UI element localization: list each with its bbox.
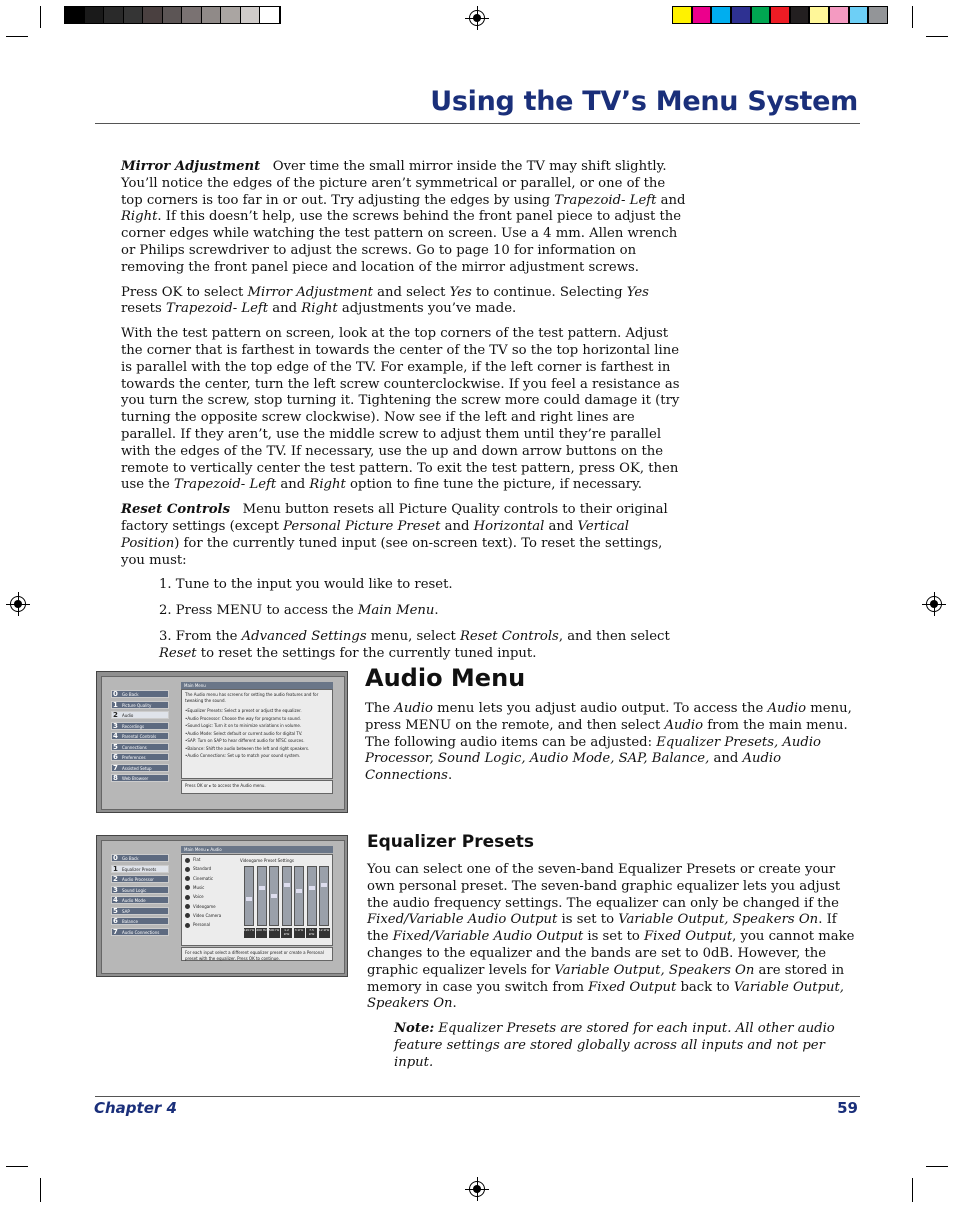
- menu-item-number: 6: [113, 917, 118, 925]
- eq-band-label: 200 Hz: [256, 928, 267, 938]
- menu-item[interactable]: [111, 917, 169, 925]
- eq-band-slider[interactable]: [319, 866, 329, 926]
- menu-item-label: Audio: [122, 713, 134, 718]
- menu-item-label: Recordings: [122, 723, 145, 729]
- eq-band-slider[interactable]: [307, 866, 317, 926]
- eq-band-slider[interactable]: [257, 866, 267, 926]
- eq-band-label: 120 Hz: [244, 928, 255, 938]
- preset-radio[interactable]: [185, 904, 216, 910]
- preset-radio[interactable]: [185, 866, 211, 872]
- menu-item[interactable]: [111, 875, 169, 883]
- menu-item[interactable]: [111, 690, 169, 698]
- shot1-line: •Audio Connections: Set up to match your sound system.: [185, 753, 301, 758]
- eq-band-knob[interactable]: [309, 886, 315, 890]
- shot1-line: •Audio Mode: Select default or current audio for digital TV.: [185, 730, 303, 736]
- reset-step-3: 3. From the Advanced Settings menu, select Reset Controls, and then select Reset to reset the settings for the currently tuned input.: [159, 628, 670, 661]
- eq-band-label: 1.2 kHz: [281, 928, 292, 938]
- color-bar: [672, 6, 888, 24]
- eq-band-label: 7.5 kHz: [306, 928, 317, 938]
- gray-swatch: [65, 7, 85, 23]
- menu-item[interactable]: [111, 701, 169, 709]
- shot2-footer-panel: For each input select a different equalizer preset or create a Personal preset with the equalizer. Press OK to continue.: [181, 947, 333, 961]
- eq-band-knob[interactable]: [296, 889, 302, 893]
- menu-item-label: Preferences: [122, 755, 146, 760]
- menu-item-label: Go Back: [122, 856, 139, 861]
- gray-swatch: [163, 7, 183, 23]
- mirror-lead: Mirror Adjustment: [121, 159, 261, 174]
- reset-paragraph: Reset Controls Menu button resets all Picture Quality controls to their original factory settings (except Personal Picture Preset and Horizontal and Vertical Position) for the currently tuned input (see on-screen text). To reset the settings, you must:: [121, 502, 668, 568]
- menu-item-number: 0: [113, 854, 118, 862]
- menu-item-label: Parental Controls: [122, 734, 157, 739]
- crop-mark: [6, 1166, 28, 1167]
- menu-item[interactable]: [111, 753, 169, 761]
- color-swatch: [809, 6, 829, 24]
- menu-item[interactable]: [111, 854, 169, 862]
- radio-icon: [185, 867, 190, 872]
- mirror-section: [121, 159, 689, 672]
- gray-swatch: [202, 7, 222, 23]
- menu-item-number: 6: [113, 753, 118, 761]
- menu-item-number: 7: [113, 763, 118, 772]
- preset-label: Cinematic: [193, 875, 214, 881]
- color-swatch: [692, 6, 712, 24]
- menu-item-label: SAP: [122, 908, 130, 914]
- menu-item-number: 8: [113, 774, 118, 782]
- shot2-eq-title: Videogame Preset Settings: [240, 858, 294, 863]
- shot1-lines: [185, 708, 329, 759]
- menu-item[interactable]: [111, 928, 169, 936]
- menu-item-label: Balance: [122, 919, 138, 924]
- menu-item-label: Connections: [122, 744, 147, 750]
- menu-item-number: 4: [113, 896, 118, 904]
- eq-band-label: 500 Hz: [269, 928, 280, 938]
- menu-item-label: Web Browser: [122, 776, 149, 781]
- eq-band-knob[interactable]: [271, 894, 277, 898]
- shot1-intro: The Audio menu has screens for setting the audio features and for tweaking the sound.: [185, 692, 319, 703]
- gray-swatch: [182, 7, 202, 23]
- preset-radio[interactable]: [185, 913, 221, 919]
- menu-item-number: 7: [113, 927, 118, 936]
- crop-mark: [926, 1166, 948, 1167]
- page-number: 59: [837, 1099, 858, 1117]
- reset-lead: Reset Controls: [121, 502, 230, 518]
- registration-mark: [469, 10, 485, 26]
- note: Note: Equalizer Presets are stored for each input. All other audio feature settings are stored globally across all inputs and not per input.: [394, 1021, 835, 1070]
- shot2-equalizer: [240, 866, 332, 944]
- eq-band-knob[interactable]: [246, 897, 252, 901]
- shot1-line: •Balance: Shift the audio between the left and right speakers.: [185, 745, 310, 751]
- chapter-label: Chapter 4: [94, 1099, 177, 1117]
- audio-menu-heading: Audio Menu: [365, 664, 526, 692]
- radio-icon: [185, 895, 190, 900]
- preset-label: Flat: [193, 857, 201, 862]
- preset-radio[interactable]: [185, 922, 210, 928]
- menu-item[interactable]: [111, 743, 169, 751]
- shot1-breadcrumb: Main Menu: [181, 682, 333, 689]
- mirror-paragraph: Mirror Adjustment Over time the small mirror inside the TV may shift slightly. You’ll notice the edges of the picture aren’t symmetrical or parallel, or one of the top corners is too far in or out. Try adjusting the edges by using Trapezoid- Left and Right. If this doesn’t help, use the screws behind the front panel piece to adjust the corner edges while watching the test pattern on screen. Use a 4 mm. Allen wrench or Philips screwdriver to adjust the screws. Go to page 10 for information on removing the front panel piece and location of the mirror adjustment screws.: [121, 159, 686, 275]
- equalizer-screenshot: [96, 835, 348, 977]
- menu-item-label: Audio Connections: [122, 929, 160, 935]
- menu-item[interactable]: [111, 711, 169, 719]
- header-rule: [95, 123, 860, 124]
- menu-item[interactable]: [111, 865, 169, 873]
- page-title: Using the TV’s Menu System: [430, 86, 858, 117]
- crop-mark: [6, 36, 28, 37]
- reset-steps: [121, 577, 689, 662]
- eq-band-slider[interactable]: [294, 866, 304, 926]
- equalizer-presets-heading: Equalizer Presets: [367, 832, 535, 852]
- menu-item[interactable]: [111, 896, 169, 904]
- crop-mark: [40, 1178, 41, 1202]
- preset-label: Music: [193, 884, 205, 890]
- eq-band-slider[interactable]: [244, 866, 254, 926]
- preset-label: Voice: [193, 894, 204, 900]
- eq-band-slider[interactable]: [269, 866, 279, 926]
- menu-item-number: 5: [113, 906, 118, 915]
- menu-item-number: 2: [113, 711, 118, 719]
- radio-icon: [185, 885, 190, 890]
- footer-rule: [95, 1096, 860, 1097]
- eq-band-knob[interactable]: [259, 886, 265, 890]
- gray-swatch: [124, 7, 144, 23]
- menu-item-number: 3: [113, 721, 118, 730]
- radio-icon: [185, 923, 190, 928]
- color-swatch: [829, 6, 849, 24]
- menu-item[interactable]: [111, 764, 169, 772]
- shot2-breadcrumb: Main Menu ▸ Audio: [181, 846, 333, 853]
- eq-band-knob[interactable]: [284, 883, 290, 887]
- crop-mark: [40, 6, 41, 28]
- shot2-preset-panel: [181, 854, 333, 946]
- menu-item-number: 5: [113, 742, 118, 751]
- color-swatch: [849, 6, 869, 24]
- preset-label: Personal: [193, 922, 211, 928]
- menu-item-number: 0: [113, 690, 118, 698]
- preset-radio[interactable]: [185, 894, 204, 900]
- menu-item[interactable]: [111, 722, 169, 730]
- shot2-preset-list: [182, 857, 237, 945]
- color-swatch: [770, 6, 790, 24]
- registration-mark: [10, 596, 26, 612]
- crop-mark: [912, 6, 913, 28]
- eq-band-slider[interactable]: [282, 866, 292, 926]
- menu-item-number: 4: [113, 732, 118, 740]
- menu-item[interactable]: [111, 907, 169, 915]
- color-swatch: [731, 6, 751, 24]
- color-swatch: [711, 6, 731, 24]
- menu-item-label: Go Back: [122, 692, 139, 697]
- menu-item-label: Sound Logic: [122, 887, 147, 893]
- mirror-select-paragraph: Press OK to select Mirror Adjustment and select Yes to continue. Selecting Yes resets Trapezoid- Left and Right adjustments you’ve made.: [121, 284, 649, 317]
- preset-label: Standard: [193, 866, 212, 872]
- color-swatch: [672, 6, 692, 24]
- gray-swatch: [260, 7, 280, 23]
- audio-paragraph: The Audio menu lets you adjust audio output. To access the Audio menu, press MENU on the remote, and then select Audio from the main menu. The following audio items can be adjusted: Equalizer Presets, Audio Processor, Sound Logic, Audio Mode, SAP, Balance, and Audio Connections.: [365, 701, 852, 784]
- reset-step-2: 2. Press MENU to access the Main Menu.: [159, 603, 439, 619]
- menu-item-label: Assisted Setup: [122, 765, 152, 771]
- radio-icon: [185, 858, 190, 863]
- menu-item[interactable]: [111, 774, 169, 782]
- shot1-line: •SAP: Turn on SAP to hear different audio for NTSC sources.: [185, 738, 305, 743]
- menu-item-number: 2: [113, 875, 118, 883]
- menu-item-label: Equalizer Presets: [122, 866, 157, 872]
- shot1-footer-panel: Press OK or ▸ to access the Audio menu.: [181, 780, 333, 794]
- menu-item-number: 1: [113, 864, 118, 873]
- gray-swatch: [104, 7, 124, 23]
- gray-swatch: [143, 7, 163, 23]
- menu-item-label: Audio Mode: [122, 898, 146, 903]
- shot1-description-panel: [181, 689, 333, 779]
- preset-label: Video Camera: [193, 912, 222, 918]
- menu-item[interactable]: [111, 886, 169, 894]
- registration-mark: [926, 596, 942, 612]
- preset-radio[interactable]: [185, 876, 213, 882]
- menu-item-number: 3: [113, 885, 118, 894]
- shot1-line: •Audio Processor: Choose the way for programs to sound.: [185, 715, 301, 721]
- color-swatch: [790, 6, 810, 24]
- gray-swatch: [241, 7, 261, 23]
- preset-radio[interactable]: [185, 857, 200, 863]
- eq-band-knob[interactable]: [321, 883, 327, 887]
- eq-band-label: 12 kHz: [319, 928, 330, 938]
- shot1-line: •Equalizer Presets: Select a preset or adjust the equalizer.: [185, 708, 302, 713]
- equalizer-paragraph: You can select one of the seven-band Equalizer Presets or create your own personal preset. The seven-band graphic equalizer lets you adjust the audio frequency settings. The equalizer can only be changed if the Fixed/Variable Audio Output is set to Variable Output, Speakers On. If the Fixed/Variable Audio Output is set to Fixed Output, you cannot make changes to the equalizer and the bands are set to 0dB. However, the graphic equalizer levels for Variable Output, Speakers On are stored in memory in case you switch from Fixed Output back to Variable Output, Speakers On. Note: Equalizer Presets are stored for each input. All other audio feature settings are stored globally across all inputs and not per input.: [367, 862, 861, 1080]
- reset-step-1: 1. Tune to the input you would like to reset.: [159, 577, 453, 593]
- radio-icon: [185, 876, 190, 881]
- menu-item-number: 1: [113, 700, 118, 709]
- mirror-pattern-paragraph: With the test pattern on screen, look at the top corners of the test pattern. Adjust the corner that is farthest in towards the center of the TV so the top horizontal line is parallel with the top edge of the TV. For example, if the left corner is farthest in towards the center, turn the left screw counterclockwise. If you feel a resistance as you turn the screw, stop turning it. Tightening the screw more could damage it (try turning the opposite screw clockwise). Now see if the left and right lines are parallel. If they aren’t, use the middle screw to adjust them until they’re parallel with the edges of the TV. If necessary, use the up and down arrow buttons on the remote to vertically center the test pattern. To exit the test pattern, press OK, then use the Trapezoid- Left and Right option to fine tune the picture, if necessary.: [121, 326, 680, 493]
- shot1-line: •Sound Logic: Turn it on to minimize variations in volume.: [185, 723, 302, 728]
- gray-swatch: [221, 7, 241, 23]
- gray-swatch: [85, 7, 105, 23]
- crop-mark: [926, 36, 948, 37]
- radio-icon: [185, 913, 190, 918]
- menu-item-label: Picture Quality: [122, 702, 152, 708]
- color-swatch: [751, 6, 771, 24]
- radio-icon: [185, 904, 190, 909]
- menu-item[interactable]: [111, 732, 169, 740]
- audio-menu-screenshot: [96, 671, 348, 813]
- registration-mark: [469, 1181, 485, 1197]
- color-swatch: [868, 6, 888, 24]
- menu-item-label: Audio Processor: [122, 877, 154, 882]
- grayscale-bar: [64, 6, 281, 24]
- crop-mark: [912, 1178, 913, 1202]
- eq-band-label: 3 kHz: [294, 928, 305, 938]
- preset-label: Videogame: [193, 903, 216, 909]
- preset-radio[interactable]: [185, 885, 204, 891]
